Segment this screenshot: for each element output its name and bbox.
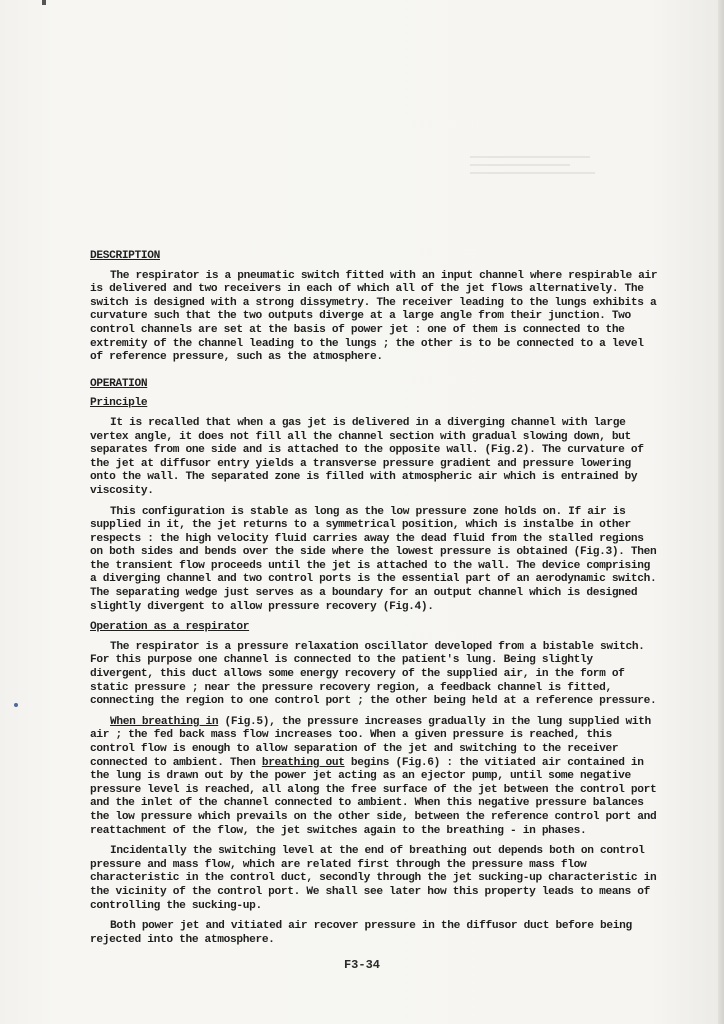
paragraph-text: begins (Fig.6) : the vitiated air contained in the lung is drawn out by the power jet acting as an ejector pump, until some negative pressure level is reached, all along the free surface of the jet between the control port and the inlet of the channel connected to ambient. When this negative pressure balances the low pressure which prevails on the other side, between the reference control port and reattachment of the flow, the jet switches again to the breathing - in phases. bbox=[90, 756, 657, 837]
paragraph-respirator-1: The respirator is a pressure relaxation oscillator developed from a bistable switch. For this purpose one channel is connected to the patient's lung. Being slightly divergent, this duct allows some energy recovery of the supplied air, in the form of static pressure ; near the pressure recovery region, a feedback channel is fitted, connecting the region to one control port ; the other being held at a reference pressure. bbox=[90, 640, 657, 708]
paragraph-principle-2: This configuration is stable as long as the low pressure zone holds on. If air is supplied in it, the jet returns to a symmetrical position, which is instalbe in other respects : the high velocity fluid carries away the dead fluid from the stalled regions on both sides and bends over the side where the lowest pressure is obtained (Fig.3). Then the transient flow proceeds until the jet is attached to the wall. The device comprising a diverging channel and two control ports is the essential part of an aerodynamic switch. The separating wedge just serves as a boundary for an output channel which is designed slightly divergent to allow pressure recovery (Fig.4). bbox=[90, 505, 657, 613]
subheading-principle: Principle bbox=[90, 397, 148, 410]
page-edge bbox=[718, 0, 724, 1024]
paragraph-respirator-2 bbox=[90, 716, 660, 838]
paragraph-respirator-4: Both power jet and vitiated air recover pressure in the diffusor duct before being rejected into the atmosphere. bbox=[90, 920, 632, 946]
section-heading-description: DESCRIPTION bbox=[90, 250, 160, 262]
subheading-operation-respirator: Operation as a respirator bbox=[90, 621, 250, 634]
paragraph-text: (Fig.5), the pressure increases gradually in the lung supplied with air ; the fed back mass flow increases too. When a given pressure is reached, this control flow is enough to allow separation of the jet and switching to the receiver connected to ambient. Then bbox=[90, 715, 651, 769]
ink-dot bbox=[14, 703, 18, 707]
paragraph-respirator-3: Incidentally the switching level at the end of breathing out depends both on control pressure and mass flow, which are related first through the pressure mass flow characteristic in the control duct, secondly through the jet sucking-up characteristic in the vicinity of the control port. We shall see later how this property leads to means of controlling the sucking-up. bbox=[90, 845, 657, 912]
page-number: F3-34 bbox=[343, 958, 380, 972]
scan-mark bbox=[42, 0, 46, 5]
emphasis-breathing-out: breathing out bbox=[261, 756, 345, 769]
paragraph-principle-1: It is recalled that when a gas jet is delivered in a diverging channel with large vertex angle, it does not fill all the channel section with gradual slowing down, but separates from one side and is attached to the opposite wall. (Fig.2). The curvature of the jet at diffusor entry yields a transverse pressure gradient and pressure lowering onto the wall. The separated zone is filled with atmospheric air which is entrained by viscosity. bbox=[90, 416, 644, 497]
section-heading-operation: OPERATION bbox=[90, 377, 148, 390]
paragraph-description: The respirator is a pneumatic switch fitted with an input channel where respirable air is delivered and two receivers in each of which all of the jet flows alternatively. The switch is designed with a strong dissymetry. The receiver leading to the lungs exhibits a curvature such that the two outputs diverge at a large angle from their junction. Two control channels are set at the basis of power jet : one of them is connected to the extremity of the channel leading to the lungs ; the other is to be connected to a level of reference pressure, such as the atmosphere. bbox=[90, 269, 658, 364]
show-through-text bbox=[470, 150, 600, 190]
emphasis-breathing-in: When breathing in bbox=[110, 715, 219, 728]
document-body bbox=[90, 250, 660, 954]
